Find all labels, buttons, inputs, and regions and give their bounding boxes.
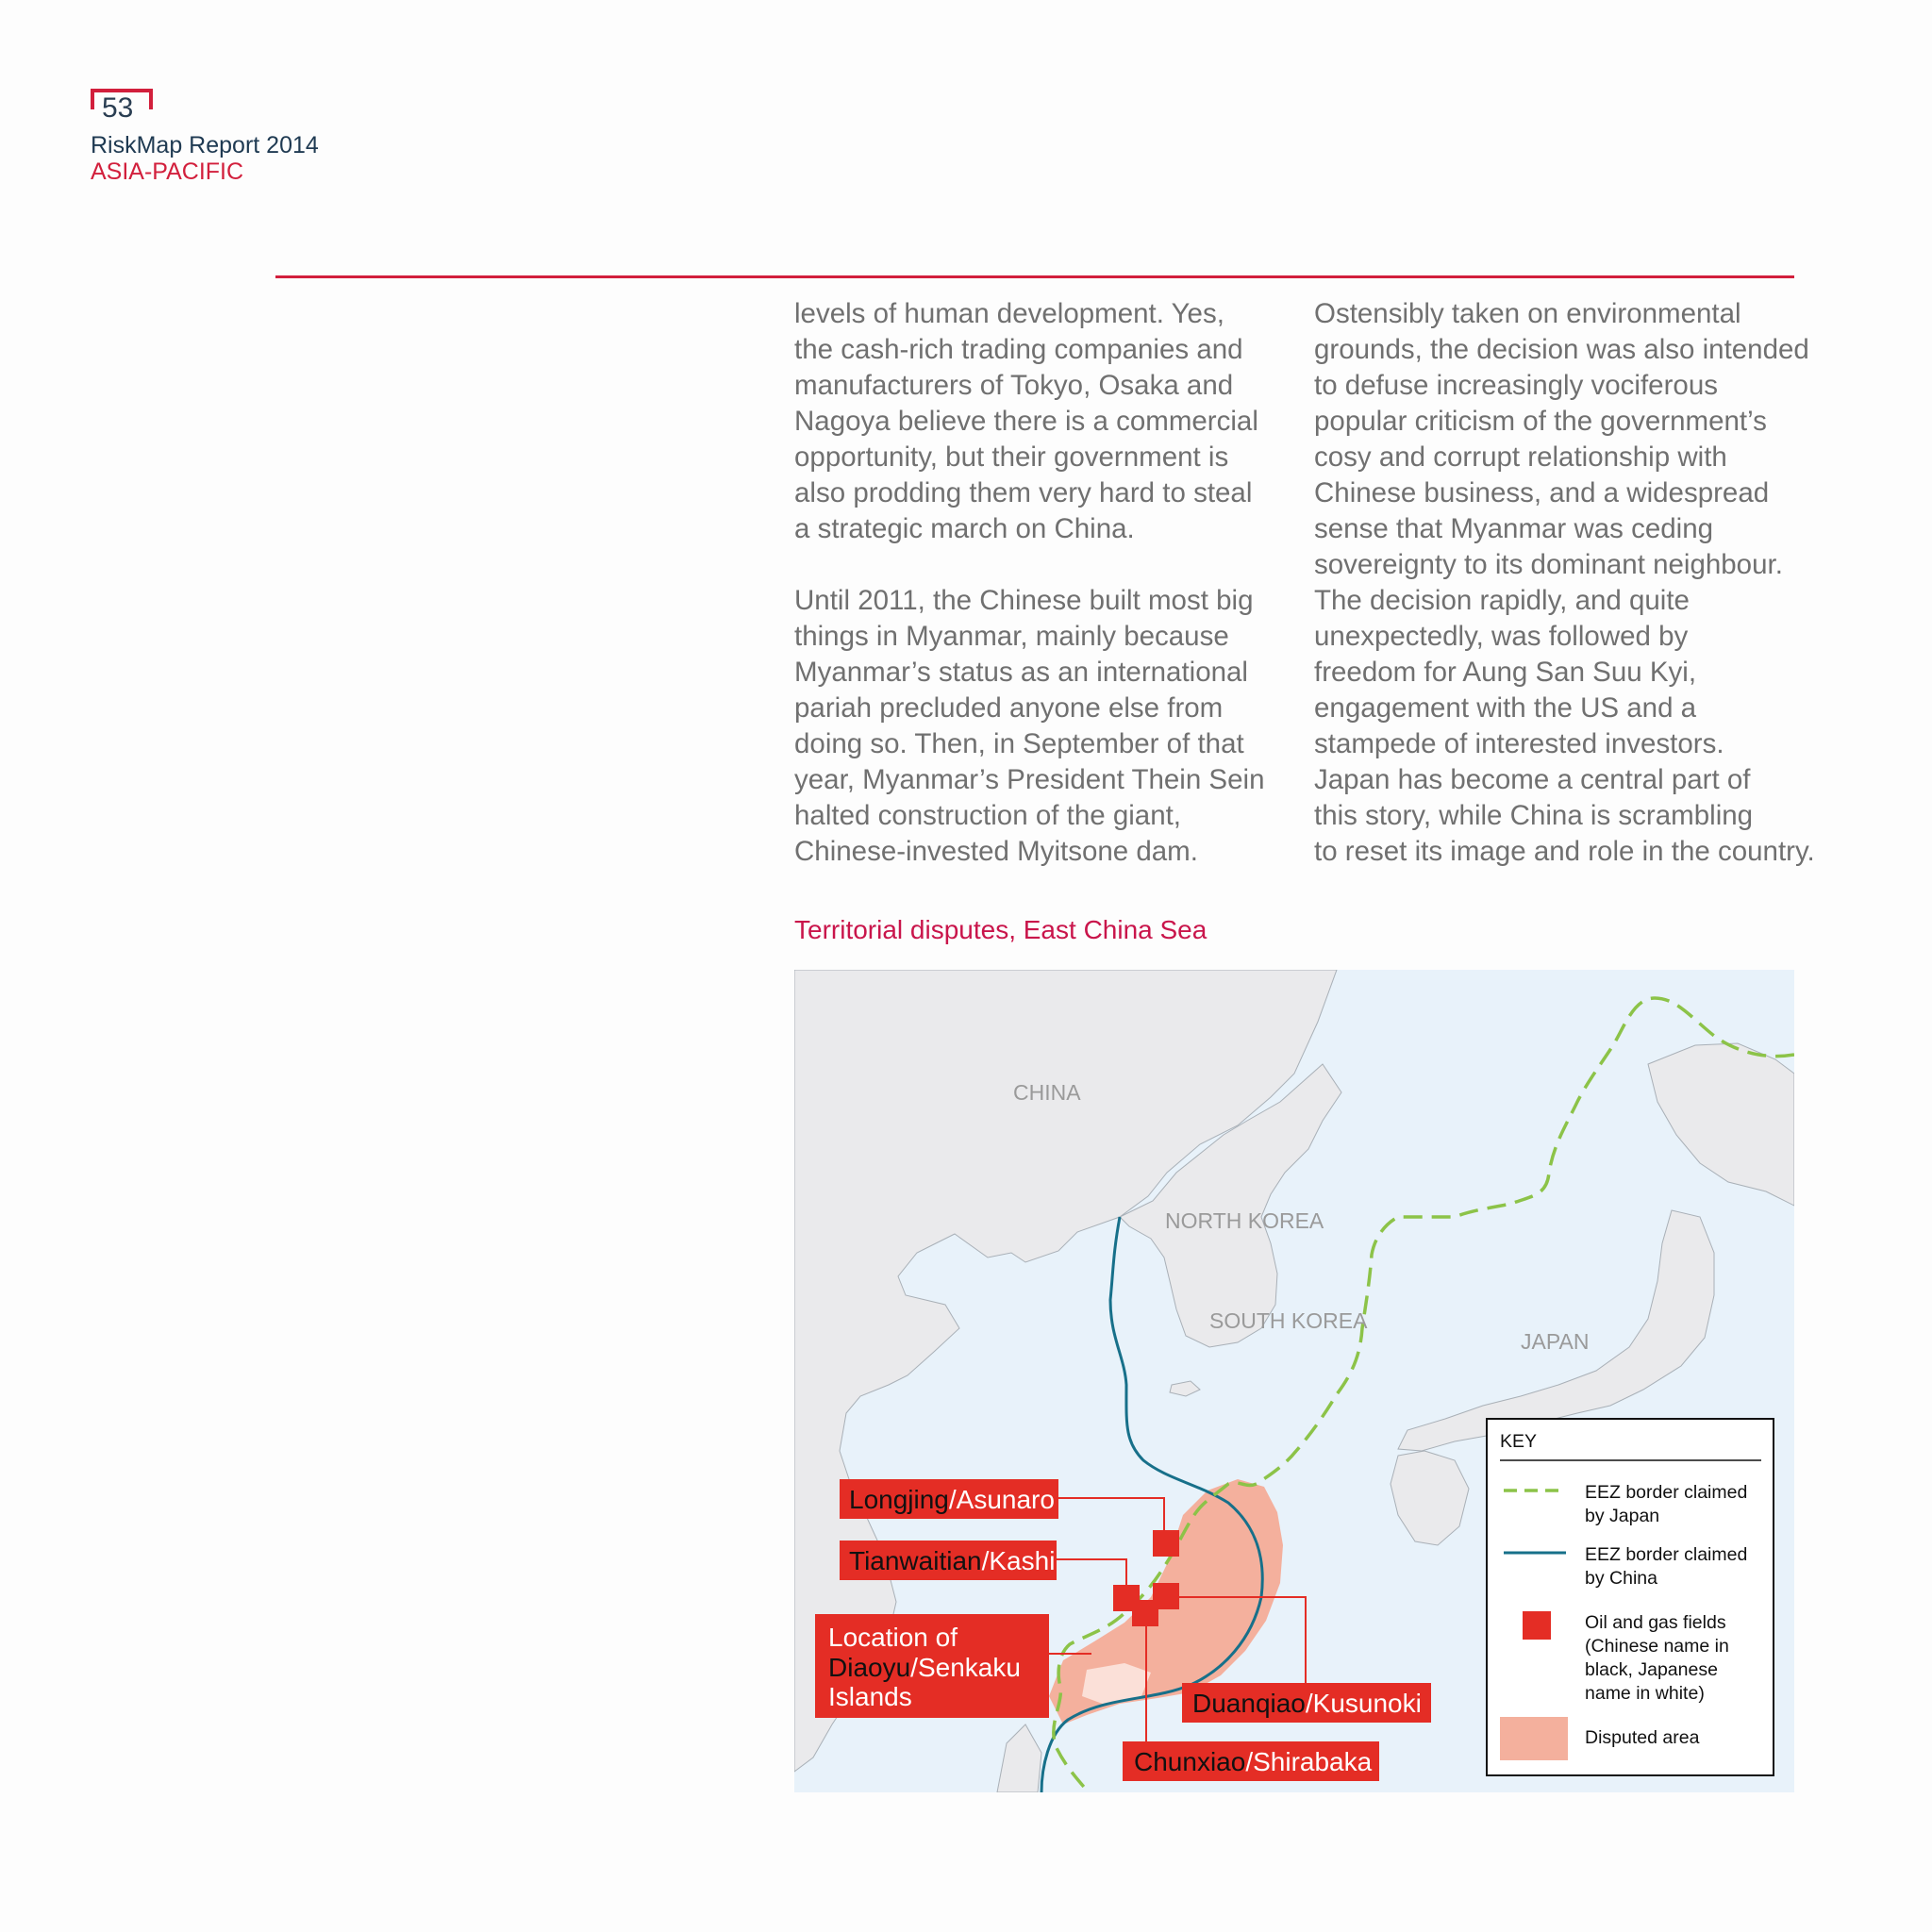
map-svg	[794, 970, 1794, 1792]
key-swatch-disputed	[1500, 1717, 1568, 1760]
field-name-chinese: Longjing	[849, 1485, 949, 1514]
field-name-separator: /	[1305, 1689, 1313, 1718]
field-label-tianwaitian	[840, 1541, 1057, 1580]
body-column-right	[1314, 296, 1842, 906]
paragraph: levels of human development. Yes, the cash-rich trading companies and manufacturers of Tokyo, Osaka and Nagoya believe there is a commercial opportunity, but their government is also prodding them very hard to steal a strategic march on China.	[794, 298, 1258, 544]
key-label-china-eez-2: by China	[1585, 1568, 1657, 1589]
svg-text:Longjing/Asunaro	[849, 1485, 1055, 1514]
body-column-left	[794, 296, 1323, 906]
islands-line-1: Location of	[828, 1623, 958, 1652]
field-label-islands	[815, 1614, 1049, 1718]
label-south-korea: SOUTH KOREA	[1209, 1308, 1368, 1333]
field-marker-longjing	[1153, 1530, 1179, 1557]
svg-text:Diaoyu/Senkaku	[828, 1653, 1021, 1682]
field-label-longjing	[840, 1479, 1058, 1519]
key-label-fields-2: (Chinese name in	[1585, 1636, 1729, 1657]
map-key	[1487, 1419, 1774, 1775]
islands-name-separator: /	[910, 1653, 918, 1682]
key-label-disputed: Disputed area	[1585, 1727, 1700, 1748]
figure-title: Territorial disputes, East China Sea	[794, 915, 1208, 944]
field-name-chinese: Duanqiao	[1192, 1689, 1306, 1718]
key-label-china-eez-1: EEZ border claimed	[1585, 1544, 1748, 1565]
svg-text:Duanqiao/Kusunoki	[1192, 1689, 1422, 1718]
label-north-korea: NORTH KOREA	[1165, 1208, 1324, 1233]
paragraph: Ostensibly taken on environmental grounds, the decision was also intended to defuse increasingly vociferous popular criticism of the government’s cosy and corrupt relationship with Chinese business, and a widespread sense that Myanmar was ceding sovereignty to its dominant neighbour. The decision rapidly, and quite unexpectedly, was followed by freedom for Aung San Suu Kyi, engagement with the US and a stampede of interested investors. Japan has become a central part of this story, while China is scrambling to reset its image and role in the country.	[1314, 298, 1815, 867]
field-name-japanese: Kusunoki	[1312, 1689, 1422, 1718]
map-figure	[794, 970, 1794, 1792]
key-swatch-field	[1523, 1611, 1551, 1640]
field-name-chinese: Tianwaitian	[849, 1546, 982, 1575]
report-title: RiskMap Report 2014	[91, 132, 319, 158]
field-label-chunxiao	[1123, 1741, 1379, 1781]
field-name-japanese: Asunaro	[956, 1485, 1055, 1514]
section-name: ASIA-PACIFIC	[91, 158, 244, 185]
field-name-japanese: Shirabaka	[1253, 1747, 1373, 1776]
key-label-japan-eez-2: by Japan	[1585, 1506, 1660, 1526]
key-title: KEY	[1500, 1431, 1538, 1452]
page-number: 53	[102, 92, 134, 124]
islands-name-japanese: Senkaku	[917, 1653, 1021, 1682]
key-label-fields-1: Oil and gas fields	[1585, 1612, 1726, 1633]
paragraph: Until 2011, the Chinese built most big things in Myanmar, mainly because Myanmar’s status as an international pariah precluded anyone else from doing so. Then, in September of that year, Myanmar’s President Thein Sein halted construction of the giant, Chinese-invested Myitsone dam.	[794, 585, 1265, 867]
label-japan: JAPAN	[1521, 1329, 1590, 1354]
section-divider	[275, 275, 1794, 278]
key-label-japan-eez-1: EEZ border claimed	[1585, 1482, 1748, 1503]
field-name-chinese: Chunxiao	[1134, 1747, 1246, 1776]
field-label-duanqiao	[1182, 1683, 1431, 1723]
field-name-separator: /	[981, 1546, 990, 1575]
key-label-fields-4: name in white)	[1585, 1683, 1705, 1704]
svg-text:Chunxiao/Shirabaka	[1134, 1747, 1373, 1776]
islands-line-3: Islands	[828, 1682, 912, 1711]
field-name-japanese: Kashi	[989, 1546, 1056, 1575]
page-number-block	[91, 89, 149, 126]
field-name-separator: /	[1245, 1747, 1254, 1776]
field-marker-chunxiao	[1132, 1600, 1158, 1626]
field-name-separator: /	[948, 1485, 957, 1514]
label-china: CHINA	[1013, 1080, 1081, 1105]
key-label-fields-3: black, Japanese	[1585, 1659, 1718, 1680]
islands-name-chinese: Diaoyu	[828, 1653, 911, 1682]
svg-text:Tianwaitian/Kashi	[849, 1546, 1055, 1575]
